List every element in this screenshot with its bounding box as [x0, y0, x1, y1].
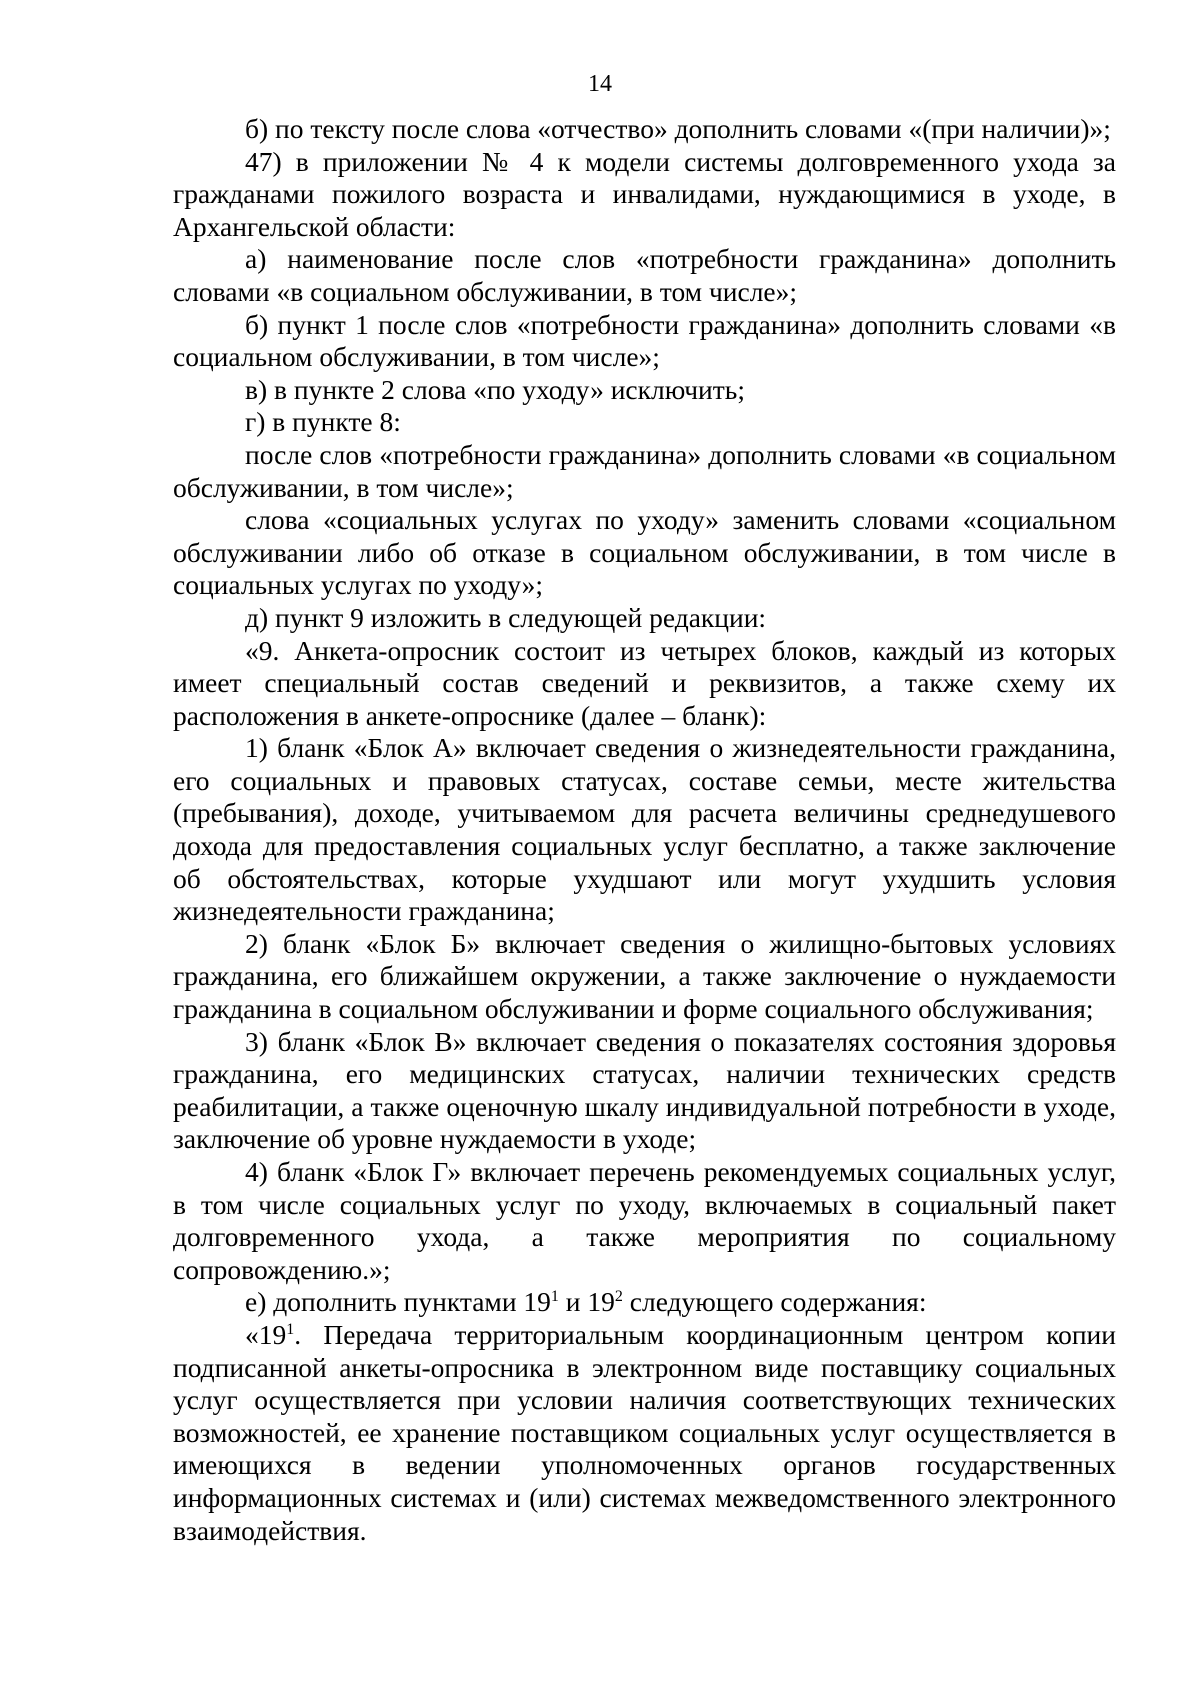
paragraph-block-a: 1) бланк «Блок А» включает сведения о жизнедеятельности гражданина, его социальных и правовых статусах, составе семьи, месте жительства (пребывания), доходе, учитываемом для расчета величины среднедушевого дохода для предоставления социальных услуг бесплатно, а также заключение об обстоятельствах, которые ухудшают или могут ухудшить условия жизнедеятельности гражданина;: [173, 732, 1116, 927]
paragraph-block-g: 4) бланк «Блок Г» включает перечень рекомендуемых социальных услуг, в том числе социальных услуг по уходу, включаемых в социальный пакет долговременного ухода, а также мероприятия по социальному сопровождению.»;: [173, 1156, 1116, 1285]
paragraph-e-add-items: [173, 1286, 1116, 1319]
paragraph-b-item-1: б) пункт 1 после слов «потребности гражданина» дополнить словами «в социальном обслуживании, в том числе»;: [173, 308, 1116, 373]
paragraph-b-patronymic: б) по тексту после слова «отчество» дополнить словами «(при наличии)»;: [245, 113, 1111, 144]
document-body: [173, 113, 1116, 1547]
paragraph-block-v: 3) бланк «Блок В» включает сведения о показателях состояния здоровья гражданина, его медицинских статусах, наличии технических средств реабилитации, а также оценочную шкалу индивидуальной потребности в уходе, заключение об уровне нуждаемости в уходе;: [173, 1025, 1116, 1155]
superscript-one: 1: [550, 1288, 559, 1306]
paragraph-after-words: после слов «потребности гражданина» дополнить словами «в социальном обслуживании, в том числе»;: [173, 438, 1116, 503]
paragraph-e-text-middle: и 19: [558, 1286, 615, 1318]
paragraph-v-item-2: в) в пункте 2 слова «по уходу» исключить;: [245, 373, 745, 405]
paragraph-a-title: а) наименование после слов «потребности гражданина» дополнить словами «в социальном обслуживании, в том числе»;: [173, 243, 1116, 307]
paragraph-item-9-text: «9. Анкета-опросник состоит из четырех блоков, каждый из которых имеет специальный состав сведений и реквизитов, а также схему их расположения в анкете-опроснике (далее – бланк):: [173, 634, 1116, 731]
paragraph-19-1-text: [173, 1319, 1116, 1547]
paragraph-replace-words: слова «социальных услугах по уходу» заменить словами «социальном обслуживании либо об отказе в социальном обслуживании, в том числе в социальных услугах по уходу»;: [173, 504, 1116, 601]
paragraph-19-1-text-before: «19: [245, 1318, 287, 1350]
paragraph-block-b: 2) бланк «Блок Б» включает сведения о жилищно-бытовых условиях гражданина, его ближайшем окружении, а также заключение о нуждаемости гражданина в социальном обслуживании и форме социального обслуживания;: [173, 927, 1116, 1025]
page-number: 14: [588, 71, 612, 97]
paragraph-19-1-text-after: . Передача территориальным координационным центром копии подписанной анкеты-опросника в электронном виде поставщику социальных услуг осуществляется при условии наличия соответствующих технических возможностей, ее хранение поставщиком социальных услуг осуществляется в имеющихся в ведении уполномоченных органов государственных информационных системах и (или) системах межведомственного электронного взаимодействия.: [173, 1318, 1116, 1546]
superscript-two: 2: [614, 1288, 623, 1306]
paragraph-47-appendix-4: 47) в приложении № 4 к модели системы долговременного ухода за гражданами пожилого возраста и инвалидами, нуждающимися в уходе, в Архангельской области:: [173, 145, 1116, 242]
paragraph-e-text-after: следующего содержания:: [622, 1286, 927, 1318]
superscript-one-item-19: 1: [286, 1320, 295, 1338]
paragraph-e-text-before: е) дополнить пунктами 19: [245, 1286, 551, 1318]
paragraph-d-item-9: д) пункт 9 изложить в следующей редакции:: [245, 601, 767, 633]
paragraph-g-item-8: г) в пункте 8:: [245, 406, 401, 438]
